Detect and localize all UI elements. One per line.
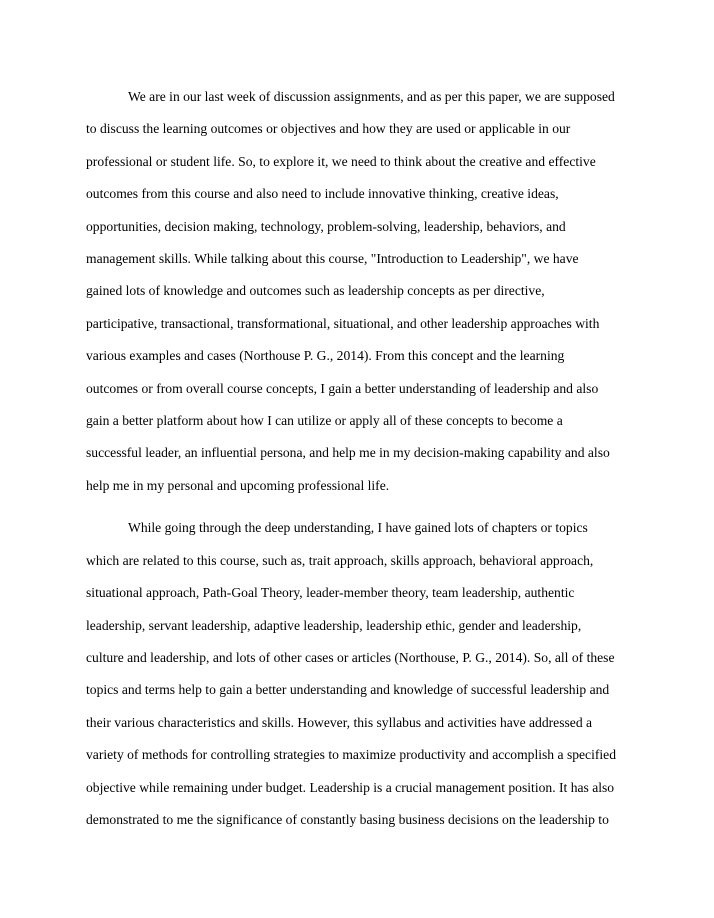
paragraph-line: We are in our last week of discussion assignments, and as per this paper, we are supposed bbox=[128, 89, 615, 104]
paragraph-line: participative, transactional, transformational, situational, and other leadership approaches with bbox=[86, 315, 600, 331]
paragraph-line: demonstrated to me the significance of constantly basing business decisions on the leadership to bbox=[86, 811, 609, 827]
paragraph-line: gain a better platform about how I can utilize or apply all of these concepts to become a bbox=[86, 413, 563, 429]
paragraph-line: outcomes or from overall course concepts, I gain a better understanding of leadership and also bbox=[86, 380, 599, 396]
paragraph-line: situational approach, Path-Goal Theory, leader-member theory, team leadership, authentic bbox=[86, 585, 575, 601]
paragraph-line: to discuss the learning outcomes or objectives and how they are used or applicable in our bbox=[86, 121, 571, 137]
paragraph-line: topics and terms help to gain a better understanding and knowledge of successful leadership and bbox=[86, 682, 610, 698]
document-body bbox=[86, 81, 638, 836]
paragraph-line: variety of methods for controlling strategies to maximize productivity and accomplish a specified bbox=[86, 747, 617, 763]
paragraph-line: outcomes from this course and also need to include innovative thinking, creative ideas, bbox=[86, 186, 559, 202]
paragraph-line: which are related to this course, such as, trait approach, skills approach, behavioral approach, bbox=[86, 552, 594, 568]
paragraph-line: their various characteristics and skills. However, this syllabus and activities have addressed a bbox=[86, 714, 593, 730]
paragraph-2 bbox=[86, 512, 638, 836]
paragraph-line: management skills. While talking about this course, "Introduction to Leadership", we have bbox=[86, 251, 579, 267]
paragraph-line: successful leader, an influential persona, and help me in my decision-making capability and also bbox=[86, 445, 610, 461]
paragraph-1 bbox=[86, 81, 638, 502]
paragraph-line: objective while remaining under budget. Leadership is a crucial management position. It has also bbox=[86, 779, 615, 795]
paragraph-line: leadership, servant leadership, adaptive leadership, leadership ethic, gender and leadership, bbox=[86, 617, 582, 633]
paragraph-line: While going through the deep understanding, I have gained lots of chapters or topics bbox=[128, 520, 588, 536]
paragraph-line: gained lots of knowledge and outcomes such as leadership concepts as per directive, bbox=[86, 283, 545, 299]
paragraph-line: help me in my personal and upcoming professional life. bbox=[86, 477, 390, 493]
paragraph-line: opportunities, decision making, technology, problem-solving, leadership, behaviors, and bbox=[86, 218, 566, 234]
paragraph-line: various examples and cases (Northouse P. G., 2014). From this concept and the learning bbox=[86, 348, 565, 364]
paragraph-line: professional or student life. So, to explore it, we need to think about the creative and effective bbox=[86, 153, 596, 169]
paragraph-line: culture and leadership, and lots of other cases or articles (Northouse, P. G., 2014). So, all of these bbox=[86, 649, 615, 665]
